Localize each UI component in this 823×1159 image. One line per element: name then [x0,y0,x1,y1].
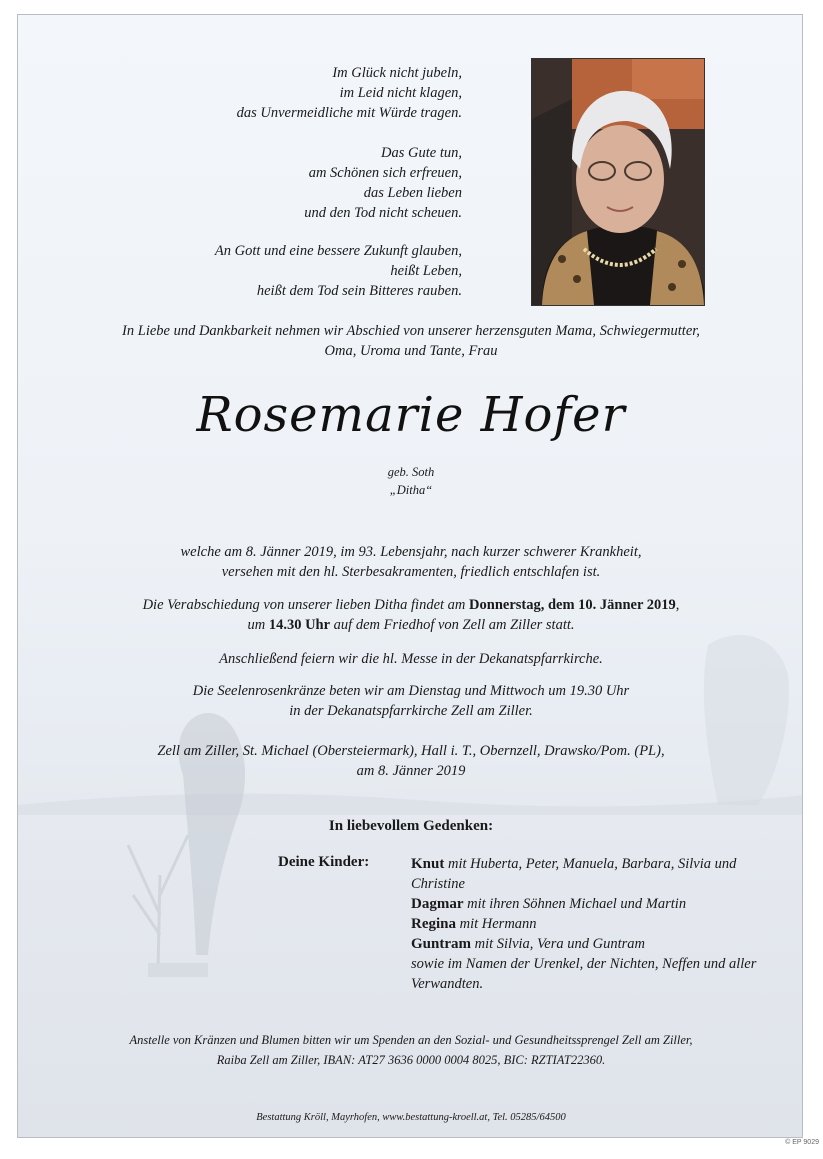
intro-line: Oma, Uroma und Tante, Frau [324,343,498,359]
farewell-text: , [675,597,680,613]
child-entry [411,854,771,894]
horizon [18,794,803,815]
farewell-date: Donnerstag, dem 10. Jänner 2019 [469,597,676,613]
farewell-time: 14.30 Uhr [268,617,331,633]
intro-text [18,321,803,361]
donation-line: Anstelle von Kränzen und Blumen bitten wir um Spenden an den Sozial- und Gesundheitssprengel Zell am Ziller, [129,1033,693,1047]
poem-stanza-3 [142,241,462,301]
death-notice-line: welche am 8. Jänner 2019, im 93. Lebensjahr, nach kurzer schwerer Krankheit, [180,544,642,560]
rosary-line: Die Seelenrosenkränze beten wir am Dienstag und Mittwoch um 19.30 Uhr [192,683,630,699]
children-label: Deine Kinder: [278,854,370,870]
child-family: mit Huberta, Peter, Manuela, Barbara, Silvia und Christine [411,856,737,892]
mass-notice: Anschließend feiern wir die hl. Messe in der Dekanatspfarrkirche. [219,651,603,667]
poem-line: Das Gute tun, [381,145,462,161]
nickname: „Ditha“ [389,483,433,497]
reference-code: © EP 9029 [785,1139,819,1146]
donation-line: Raiba Zell am Ziller, IBAN: AT27 3636 0000 0004 8025, BIC: RZTIAT22360. [216,1053,606,1067]
place-line: Zell am Ziller, St. Michael (Obersteiermark), Hall i. T., Obernzell, Drawsko/Pom. (PL), [157,743,665,759]
poem-line: und den Tod nicht scheuen. [304,205,462,221]
place-date [18,741,803,781]
child-entry [411,894,771,914]
child-family: mit Silvia, Vera und Guntram [471,936,645,952]
farewell-text: um [247,617,269,633]
child-entry [411,934,771,954]
child-name: Guntram [411,936,471,952]
poem-line: das Leben lieben [363,185,462,201]
birth-name: geb. Soth [387,465,435,479]
deceased-name: Rosemarie Hofer [196,387,626,443]
undertaker-info: Bestattung Kröll, Mayrhofen, www.bestattung-kroell.at, Tel. 05285/64500 [256,1112,566,1123]
child-name: Dagmar [411,896,464,912]
poem-stanza-2 [142,143,462,223]
farewell-text: auf dem Friedhof von Zell am Ziller statt. [330,617,575,633]
poem-stanza-1 [142,63,462,123]
poem-line: Im Glück nicht jubeln, [332,65,462,81]
farewell-line-2 [18,615,803,635]
name-details [18,463,803,499]
poem-line: heißt dem Tod sein Bitteres rauben. [256,283,462,299]
intro-line: In Liebe und Dankbarkeit nehmen wir Abschied von unserer herzensguten Mama, Schwiegermutter, [122,323,700,339]
farewell-text: Die Verabschiedung von unserer lieben Ditha findet am [142,597,470,613]
child-entry [411,914,771,934]
rosary-notice [18,681,803,721]
memorial-heading: In liebevollem Gedenken: [328,818,494,834]
farewell-line-1 [18,595,803,615]
child-name: Regina [411,916,456,932]
poem-line: im Leid nicht klagen, [339,85,462,101]
farewell-notice [18,595,803,635]
portrait-photo [531,58,705,306]
death-notice-line: versehen mit den hl. Sterbesakramenten, friedlich entschlafen ist. [221,564,601,580]
rosary-line: in der Dekanatspfarrkirche Zell am Ziller. [289,703,533,719]
death-notice [18,542,803,582]
poem-line: das Unvermeidliche mit Würde tragen. [236,105,462,121]
poem-line: heißt Leben, [390,263,462,279]
child-name: Knut [411,856,445,872]
portrait-illustration [532,59,704,305]
child-family: mit ihren Söhnen Michael und Martin [463,896,687,912]
children-list [411,854,771,994]
date-line: am 8. Jänner 2019 [356,763,466,779]
relatives-line: sowie im Namen der Urenkel, der Nichten, Neffen und aller Verwandten. [411,956,757,992]
poem-line: An Gott und eine bessere Zukunft glauben, [214,243,462,259]
poem-line: am Schönen sich erfreuen, [308,165,462,181]
obituary-card [17,14,803,1138]
donation-notice [18,1030,803,1070]
child-family: mit Hermann [456,916,537,932]
